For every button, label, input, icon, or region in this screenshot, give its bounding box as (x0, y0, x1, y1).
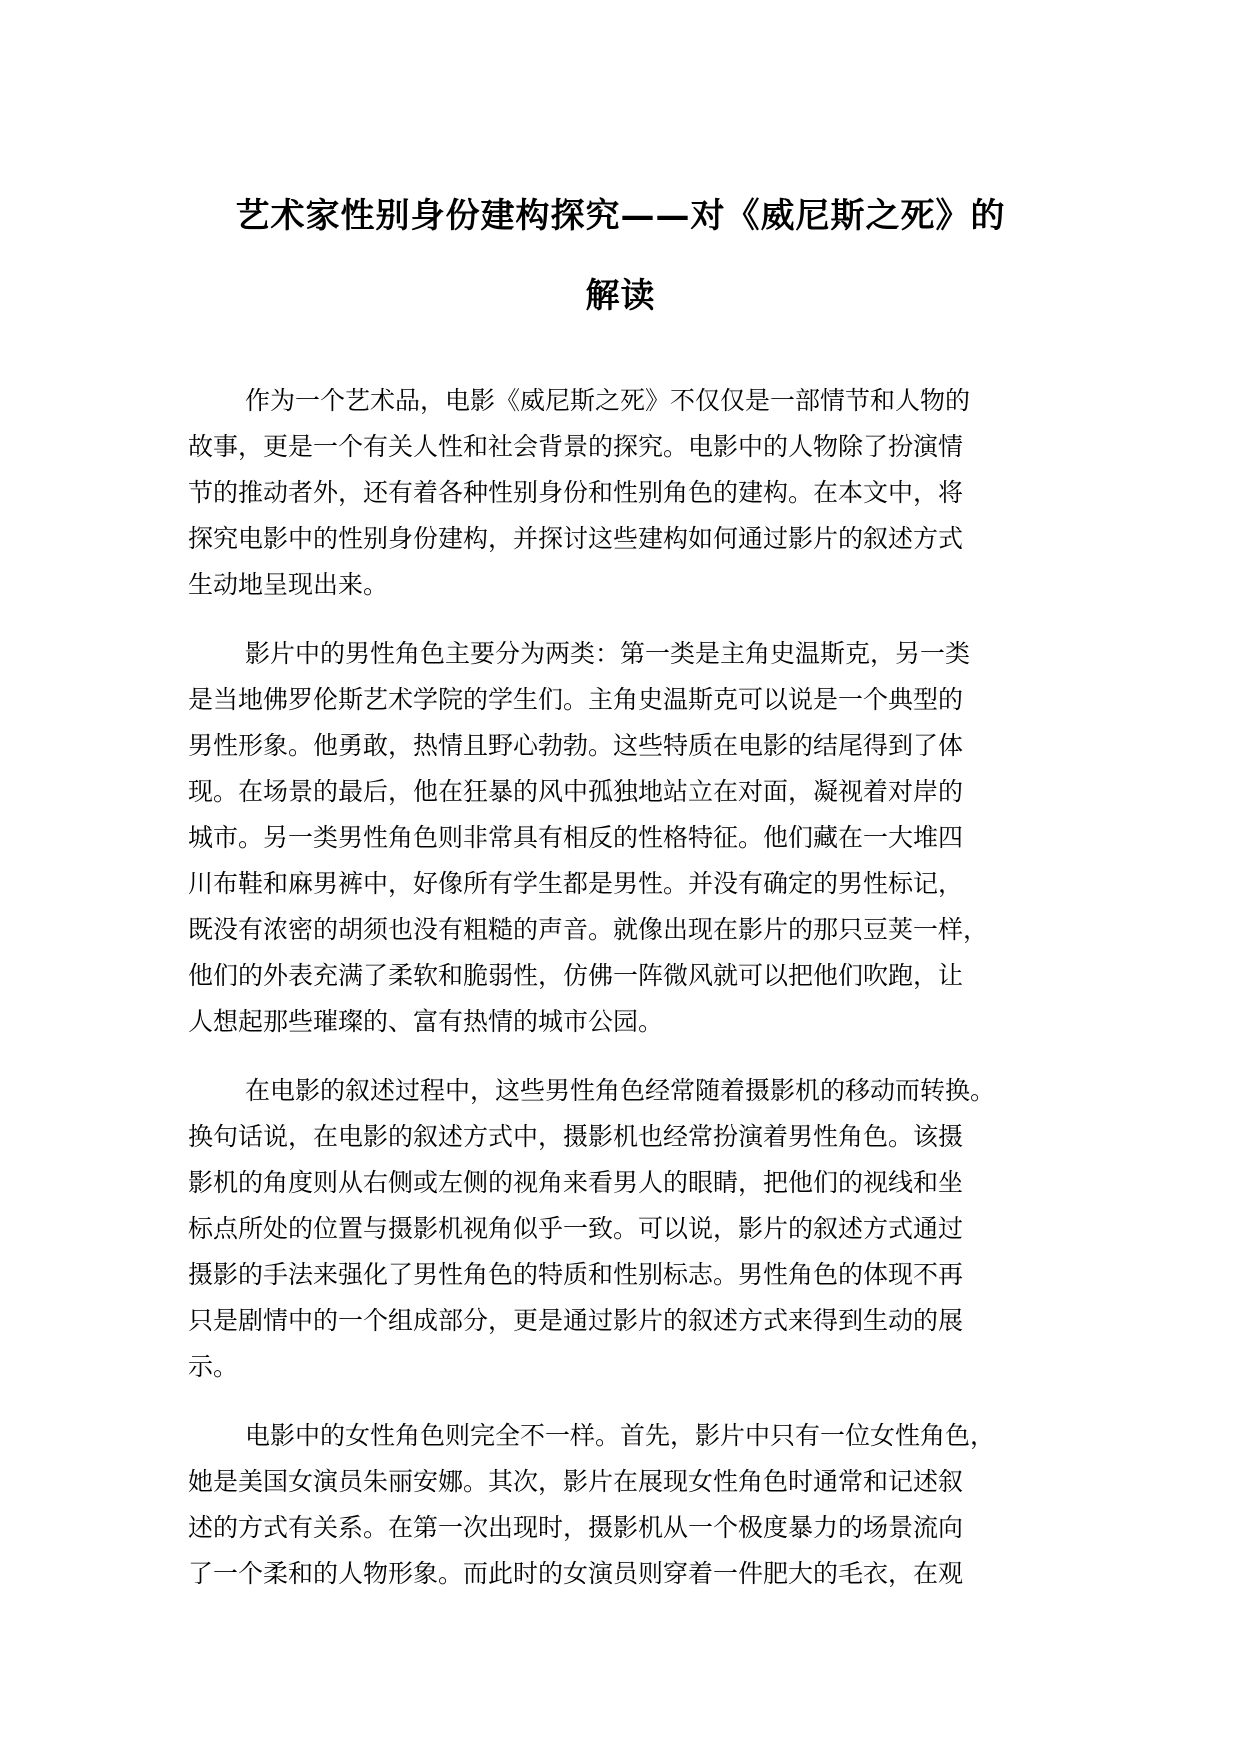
paragraph-line: 只是剧情中的一个组成部分，更是通过影片的叙述方式来得到生动的展 (188, 1306, 964, 1335)
title-line: 艺术家性别身份建构探究——对《威尼斯之死》的 (235, 196, 1006, 236)
paragraph-line: 故事，更是一个有关人性和社会背景的探究。电影中的人物除了扮演情 (188, 432, 964, 461)
paragraph (188, 1413, 1088, 1597)
document-body (188, 378, 1088, 1620)
paragraph-line: 既没有浓密的胡须也没有粗糙的声音。就像出现在影片的那只豆荚一样， (188, 915, 989, 944)
paragraph (188, 631, 1088, 1045)
paragraph-line: 生动地呈现出来。 (188, 570, 389, 599)
paragraph (188, 1068, 1088, 1390)
paragraph-line: 探究电影中的性别身份建构，并探讨这些建构如何通过影片的叙述方式 (188, 524, 964, 553)
paragraph-line: 男性形象。他勇敢，热情且野心勃勃。这些特质在电影的结尾得到了体 (188, 731, 964, 760)
paragraph-line: 现。在场景的最后，他在狂暴的风中孤独地站立在对面，凝视着对岸的 (188, 777, 964, 806)
paragraph-line: 城市。另一类男性角色则非常具有相反的性格特征。他们藏在一大堆四 (188, 823, 964, 852)
document-title (188, 176, 1053, 336)
paragraph-line: 作为一个艺术品，电影《威尼斯之死》不仅仅是一部情节和人物的 (245, 386, 971, 415)
paragraph-line: 影机的角度则从右侧或左侧的视角来看男人的眼睛，把他们的视线和坐 (188, 1168, 964, 1197)
paragraph-line: 了一个柔和的人物形象。而此时的女演员则穿着一件肥大的毛衣，在观 (188, 1559, 964, 1588)
paragraph-line: 示。 (188, 1352, 239, 1381)
paragraph-line: 他们的外表充满了柔软和脆弱性，仿佛一阵微风就可以把他们吹跑，让 (188, 961, 964, 990)
title-line: 解读 (585, 276, 656, 316)
paragraph-line: 节的推动者外，还有着各种性别身份和性别角色的建构。在本文中，将 (188, 478, 964, 507)
paragraph-line: 是当地佛罗伦斯艺术学院的学生们。主角史温斯克可以说是一个典型的 (188, 685, 964, 714)
paragraph-line: 电影中的女性角色则完全不一样。首先，影片中只有一位女性角色， (245, 1421, 996, 1450)
paragraph-line: 川布鞋和麻男裤中，好像所有学生都是男性。并没有确定的男性标记， (188, 869, 964, 898)
paragraph-line: 标点所处的位置与摄影机视角似乎一致。可以说，影片的叙述方式通过 (188, 1214, 964, 1243)
paragraph-line: 人想起那些璀璨的、富有热情的城市公园。 (188, 1007, 664, 1036)
paragraph (188, 378, 1088, 608)
paragraph-line: 摄影的手法来强化了男性角色的特质和性别标志。男性角色的体现不再 (188, 1260, 964, 1289)
paragraph-line: 换句话说，在电影的叙述方式中，摄影机也经常扮演着男性角色。该摄 (188, 1122, 964, 1151)
paragraph-line: 她是美国女演员朱丽安娜。其次，影片在展现女性角色时通常和记述叙 (188, 1467, 964, 1496)
paragraph-line: 在电影的叙述过程中，这些男性角色经常随着摄影机的移动而转换。 (245, 1076, 996, 1105)
paragraph-line: 述的方式有关系。在第一次出现时，摄影机从一个极度暴力的场景流向 (188, 1513, 964, 1542)
paragraph-line: 影片中的男性角色主要分为两类：第一类是主角史温斯克，另一类 (245, 639, 971, 668)
